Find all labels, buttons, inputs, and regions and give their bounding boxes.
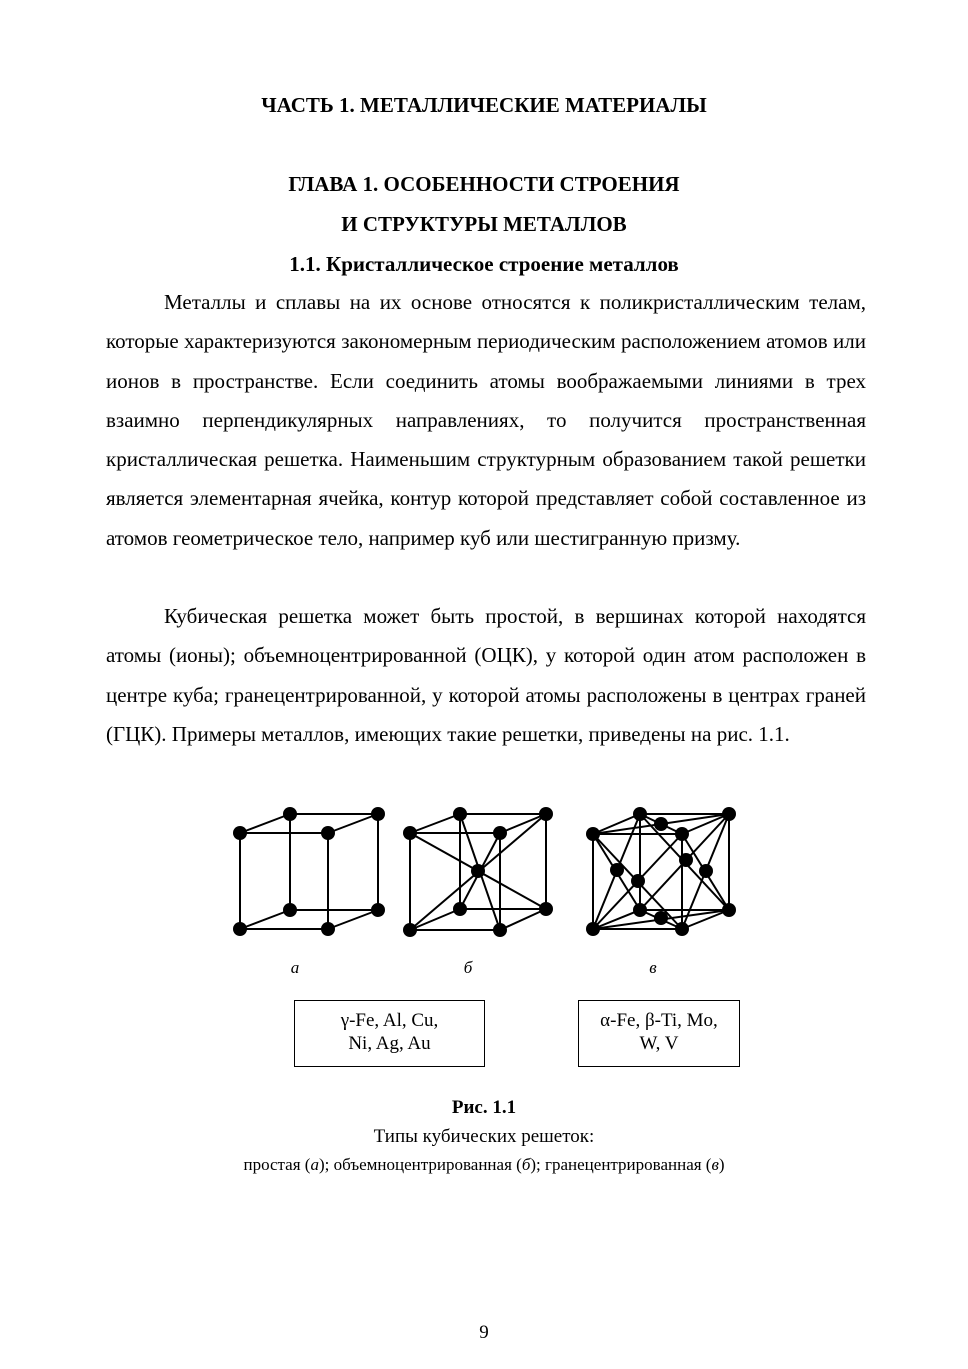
part-title: ЧАСТЬ 1. МЕТАЛЛИЧЕСКИЕ МАТЕРИАЛЫ [261, 93, 707, 117]
box-left-line2: Ni, Ag, Au [348, 1033, 431, 1054]
metals-box-bcc [578, 1000, 740, 1067]
caption-part-2: ); объемноцентрированная ( [318, 1155, 522, 1174]
caption-letter-b: б [521, 1155, 531, 1174]
box-left-line1: γ-Fe, Al, Cu, [340, 1010, 439, 1031]
box-right-line1: α-Fe, β-Ti, Mo, [600, 1010, 718, 1031]
caption-letter-c: в [711, 1155, 719, 1174]
figure-caption-line2 [0, 1155, 968, 1175]
caption-letter-a: а [310, 1155, 319, 1174]
paragraph-1-text: Металлы и сплавы на их основе относятся к поликристаллическим телам, которые характеризуются закономерным периодическим расположением атомов или ионов в пространстве. Если соединить атомы воображаемыми линиями в трех взаимно перпендикулярных направлениях, то получится пространственная кристаллическая решетка. Наименьшим структурным образованием такой решетки является элементарная ячейка, контур которой представляет собой составленное из атомов геометрическое тело, например куб или шестигранную призму. [106, 290, 866, 550]
chapter-title-line2: И СТРУКТУРЫ МЕТАЛЛОВ [341, 212, 627, 236]
chapter-title-line1: ГЛАВА 1. ОСОБЕННОСТИ СТРОЕНИЯ [288, 172, 680, 196]
figure-caption-line1: Типы кубических решеток: [373, 1126, 595, 1147]
paragraph-2-text: Кубическая решетка может быть простой, в вершинах которой находятся атомы (ионы); объемноцентрированной (ОЦК), у которой один атом расположен в центре куба; гранецентрированной, у которой атомы расположены в центрах граней (ГЦК). Примеры металлов, имеющих такие решетки, приведены на рис. 1.1. [106, 604, 866, 746]
label-a: а [290, 958, 300, 977]
section-title: 1.1. Кристаллическое строение металлов [289, 252, 679, 276]
page-number: 9 [479, 1322, 489, 1343]
box-right-line2: W, V [639, 1033, 679, 1054]
caption-part-1: простая ( [243, 1155, 311, 1174]
figure-caption-title: Рис. 1.1 [451, 1097, 517, 1118]
label-b: б [463, 958, 473, 977]
caption-part-3: ); гранецентрированная ( [530, 1155, 712, 1174]
simple-cubic-lattice [240, 814, 378, 929]
label-c: в [649, 958, 657, 977]
caption-part-4: ) [718, 1155, 725, 1174]
metals-box-fcc [294, 1000, 485, 1067]
